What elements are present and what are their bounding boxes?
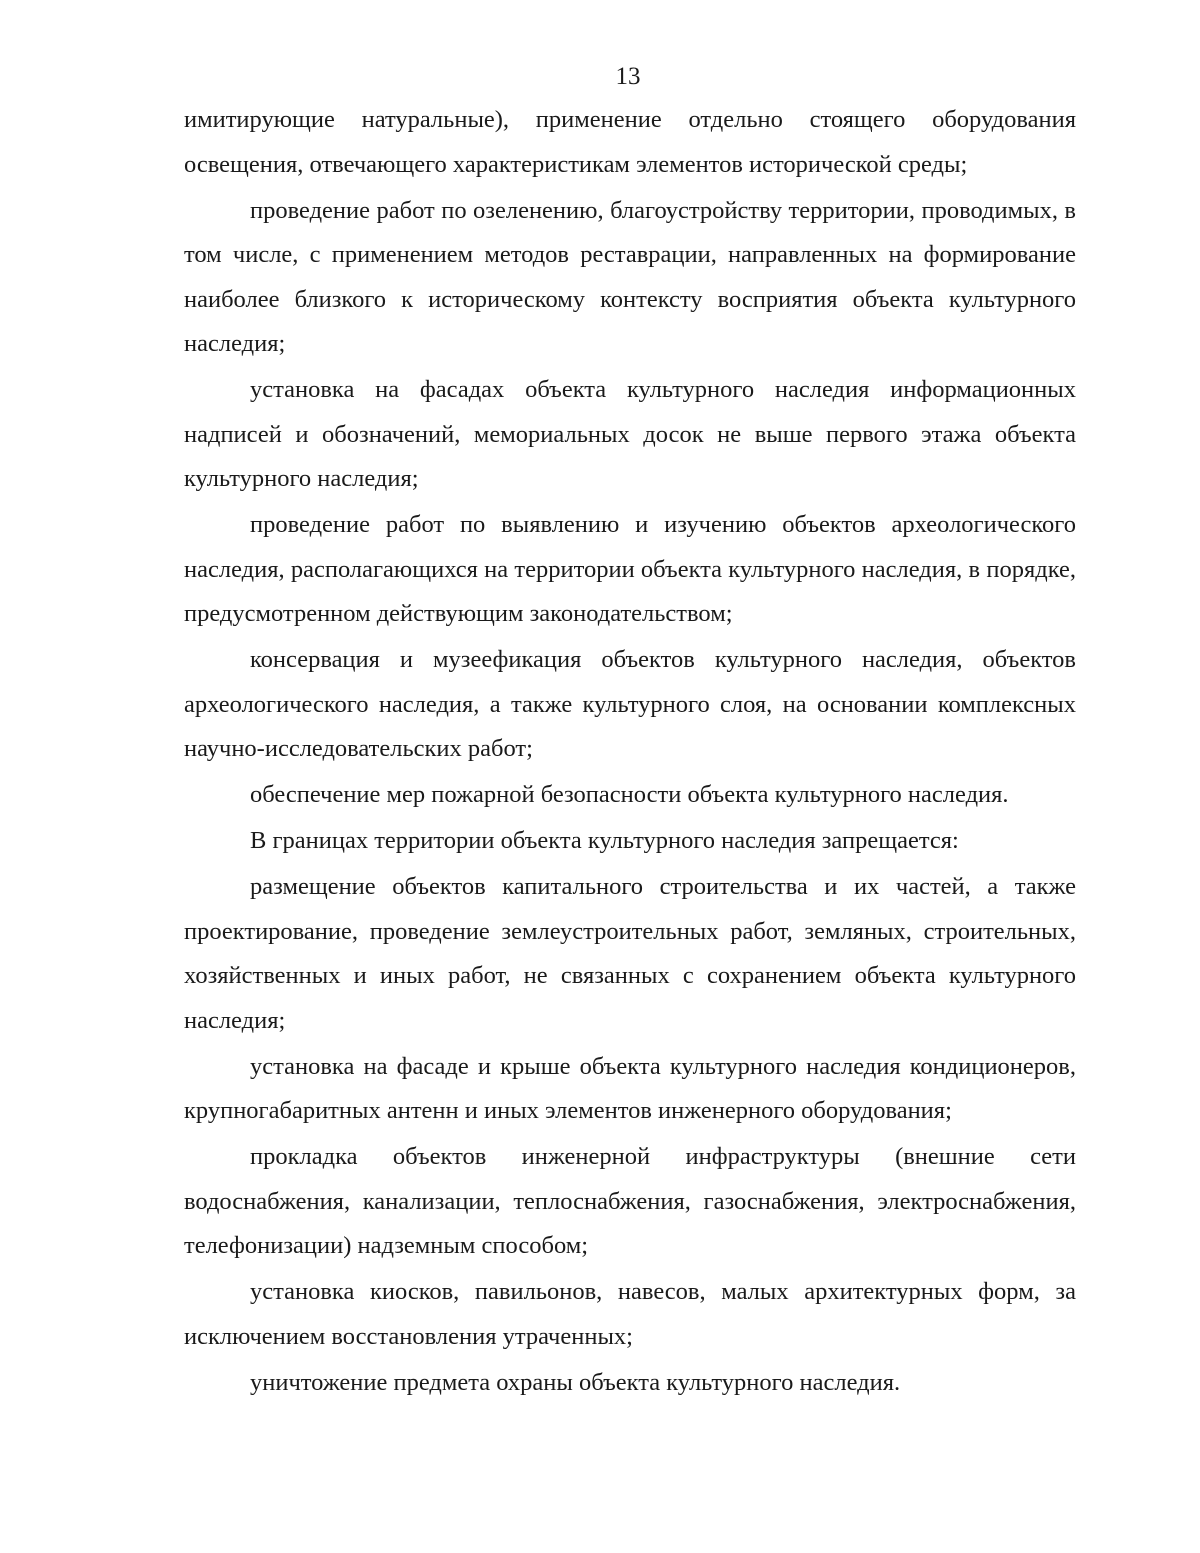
paragraph-continuation: имитирующие натуральные), применение отдельно стоящего оборудования освещения, отвечающего характеристикам элементов исторической среды; xyxy=(184,106,1076,178)
paragraph-archaeology: проведение работ по выявлению и изучению объектов археологического наследия, располагающихся на территории объекта культурного наследия, в порядке, предусмотренном действующим законодательством; xyxy=(184,511,1076,627)
paragraph-fire-safety: обеспечение мер пожарной безопасности объекта культурного наследия. xyxy=(250,781,1009,808)
paragraph-landscaping: проведение работ по озеленению, благоустройству территории, проводимых, в том числе, с применением методов реставрации, направленных на формирование наиболее близкого к историческому контексту восприятия объекта культурного наследия; xyxy=(184,196,1076,357)
paragraph-construction-ban: размещение объектов капитального строительства и их частей, а также проектирование, проведение землеустроительных работ, земляных, строительных, хозяйственных и иных работ, не связанных с сохранением объекта культурного наследия; xyxy=(184,873,1076,1034)
paragraph-prohibitions-heading: В границах территории объекта культурного наследия запрещается: xyxy=(250,827,959,854)
paragraph-equipment-ban: установка на фасаде и крыше объекта культурного наследия кондиционеров, крупногабаритных антенн и иных элементов инженерного оборудования; xyxy=(184,1052,1076,1124)
page-number: 13 xyxy=(615,63,641,90)
paragraph-infrastructure-ban: прокладка объектов инженерной инфраструктуры (внешние сети водоснабжения, канализации, теплоснабжения, газоснабжения, электроснабжения, телефонизации) надземным способом; xyxy=(184,1143,1076,1259)
paragraph-conservation: консервация и музеефикация объектов культурного наследия, объектов археологического наследия, а также культурного слоя, на основании комплексных научно-исследовательских работ; xyxy=(184,646,1076,762)
paragraph-kiosks-ban: установка киосков, павильонов, навесов, малых архитектурных форм, за исключением восстановления утраченных; xyxy=(184,1278,1076,1350)
document-body xyxy=(184,98,1076,1407)
paragraph-destruction-ban: уничтожение предмета охраны объекта культурного наследия. xyxy=(250,1368,901,1396)
paragraph-signage: установка на фасадах объекта культурного наследия информационных надписей и обозначений, мемориальных досок не выше первого этажа объекта культурного наследия; xyxy=(184,376,1076,492)
